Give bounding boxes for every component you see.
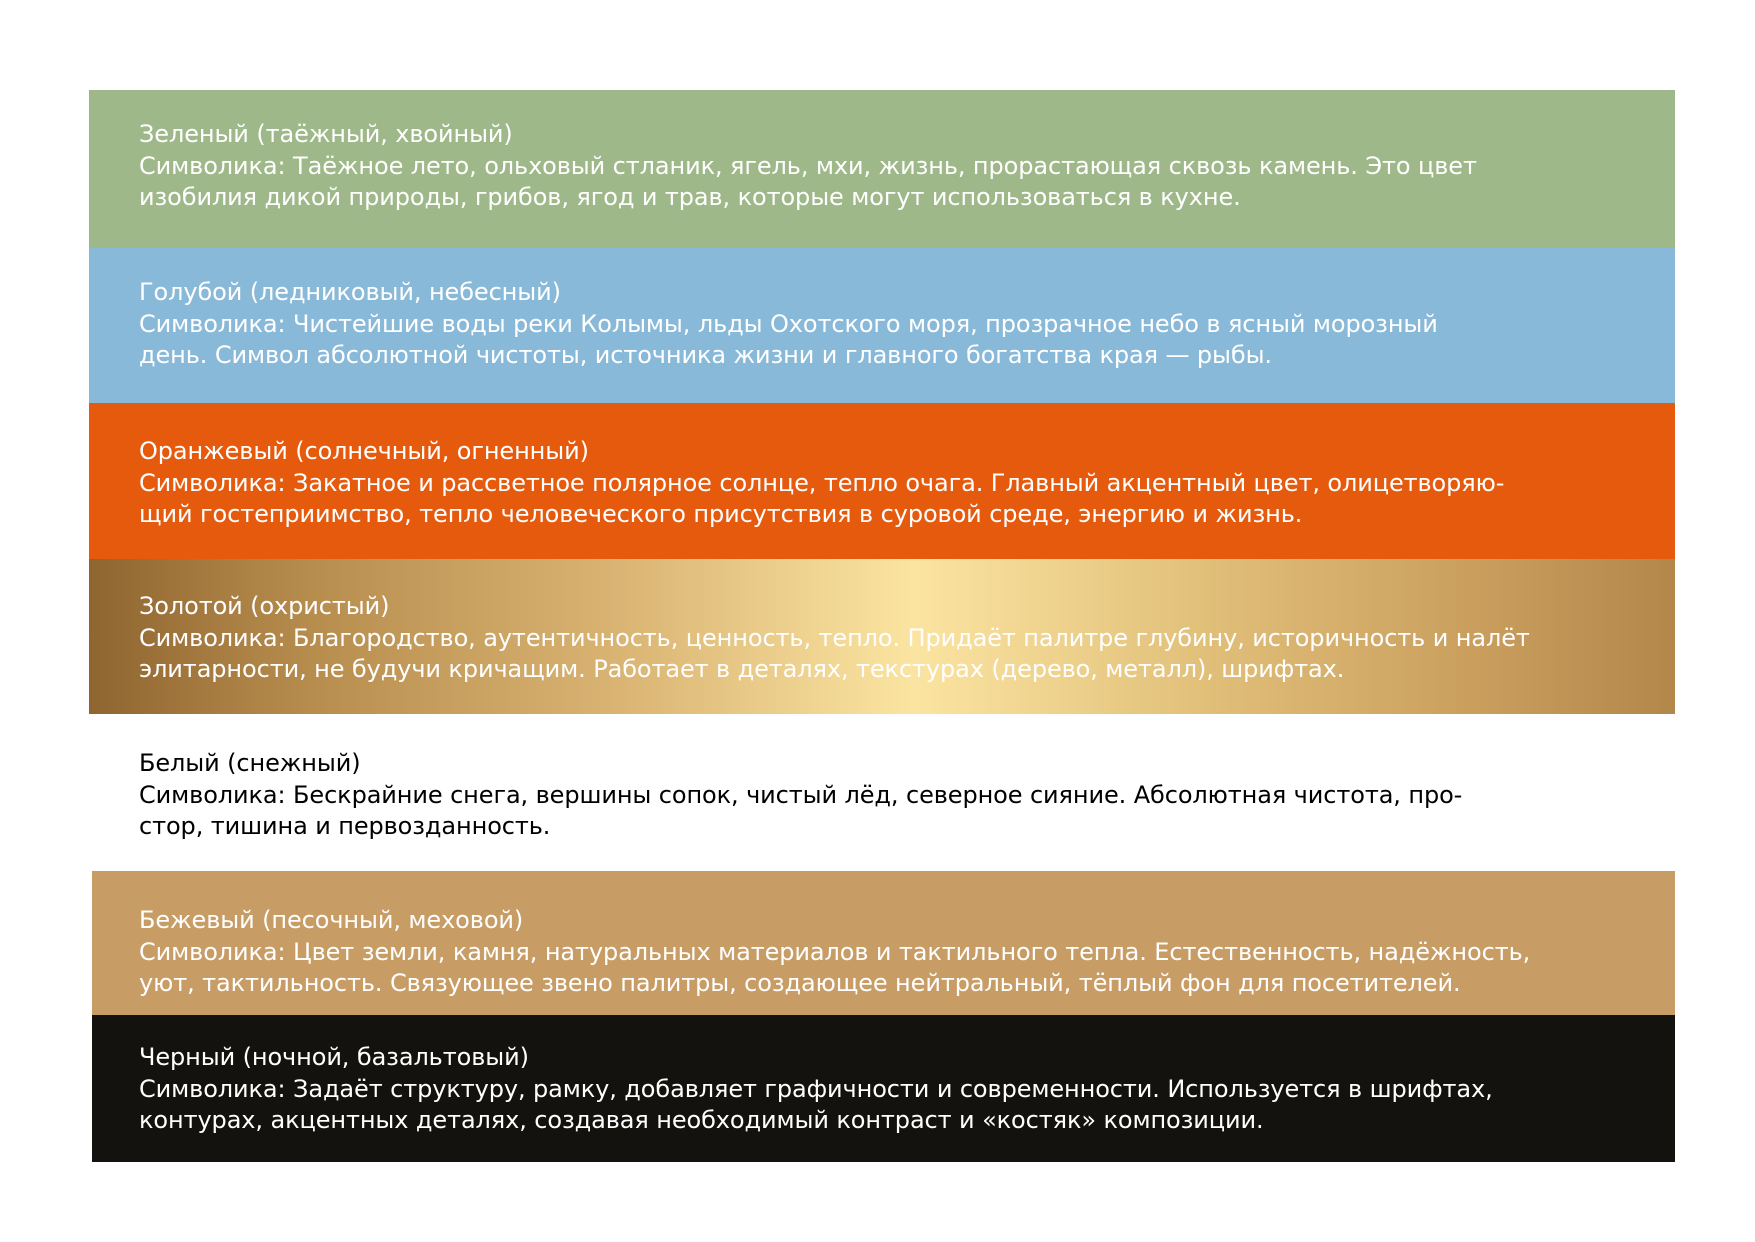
description-line: Символика: Благородство, аутентичность, ценность, тепло. Придаёт палитре глубину, историчность и налёт	[139, 623, 1530, 652]
color-band-orange	[89, 403, 1675, 559]
color-name: Оранжевый (солнечный, огненный)	[139, 437, 589, 465]
description-line: контурах, акцентных деталях, создавая необходимый контраст и «костяк» композиции.	[139, 1106, 1264, 1134]
color-name: Черный (ночной, базальтовый)	[139, 1043, 529, 1071]
color-name: Золотой (охристый)	[139, 592, 390, 620]
color-description	[139, 780, 1635, 843]
description-line: щий гостеприимство, тепло человеческого присутствия в суровой среде, энергию и жизнь.	[139, 500, 1303, 528]
color-band-beige	[92, 871, 1675, 1015]
color-band-white	[89, 714, 1675, 871]
color-name: Белый (снежный)	[139, 749, 361, 777]
color-band-black	[92, 1015, 1675, 1162]
color-name: Голубой (ледниковый, небесный)	[139, 278, 561, 306]
color-description	[139, 151, 1635, 214]
color-description	[139, 468, 1635, 531]
color-description	[139, 937, 1635, 1000]
color-name: Зеленый (таёжный, хвойный)	[139, 120, 513, 148]
color-band-green	[89, 90, 1675, 248]
color-name: Бежевый (песочный, меховой)	[139, 906, 524, 934]
description-line: элитарности, не будучи кричащим. Работает в деталях, текстурах (дерево, металл), шрифтах.	[139, 655, 1345, 683]
description-line: изобилия дикой природы, грибов, ягод и трав, которые могут использоваться в кухне.	[139, 183, 1241, 211]
description-line: стор, тишина и первозданность.	[139, 812, 551, 840]
description-line: уют, тактильность. Связующее звено палитры, создающее нейтральный, тёплый фон для посетителей.	[139, 969, 1461, 997]
description-line: Символика: Чистейшие воды реки Колымы, льды Охотского моря, прозрачное небо в ясный морозный	[139, 309, 1438, 338]
color-description	[139, 1074, 1635, 1137]
color-palette	[89, 90, 1675, 1162]
description-line: день. Символ абсолютной чистоты, источника жизни и главного богатства края — рыбы.	[139, 341, 1272, 369]
color-description	[139, 309, 1635, 372]
description-line: Символика: Задаёт структуру, рамку, добавляет графичности и современности. Используется в шрифтах,	[139, 1074, 1493, 1103]
color-band-blue	[89, 248, 1675, 403]
color-band-gold	[89, 559, 1675, 714]
description-line: Символика: Бескрайние снега, вершины сопок, чистый лёд, северное сияние. Абсолютная чистота, про-	[139, 780, 1463, 809]
description-line: Символика: Закатное и рассветное полярное солнце, тепло очага. Главный акцентный цвет, олицетворяю-	[139, 468, 1505, 497]
color-description	[139, 623, 1635, 686]
description-line: Символика: Цвет земли, камня, натуральных материалов и тактильного тепла. Естественность, надёжность,	[139, 937, 1531, 966]
description-line: Символика: Таёжное лето, ольховый стланик, ягель, мхи, жизнь, прорастающая сквозь камень. Это цвет	[139, 151, 1477, 180]
